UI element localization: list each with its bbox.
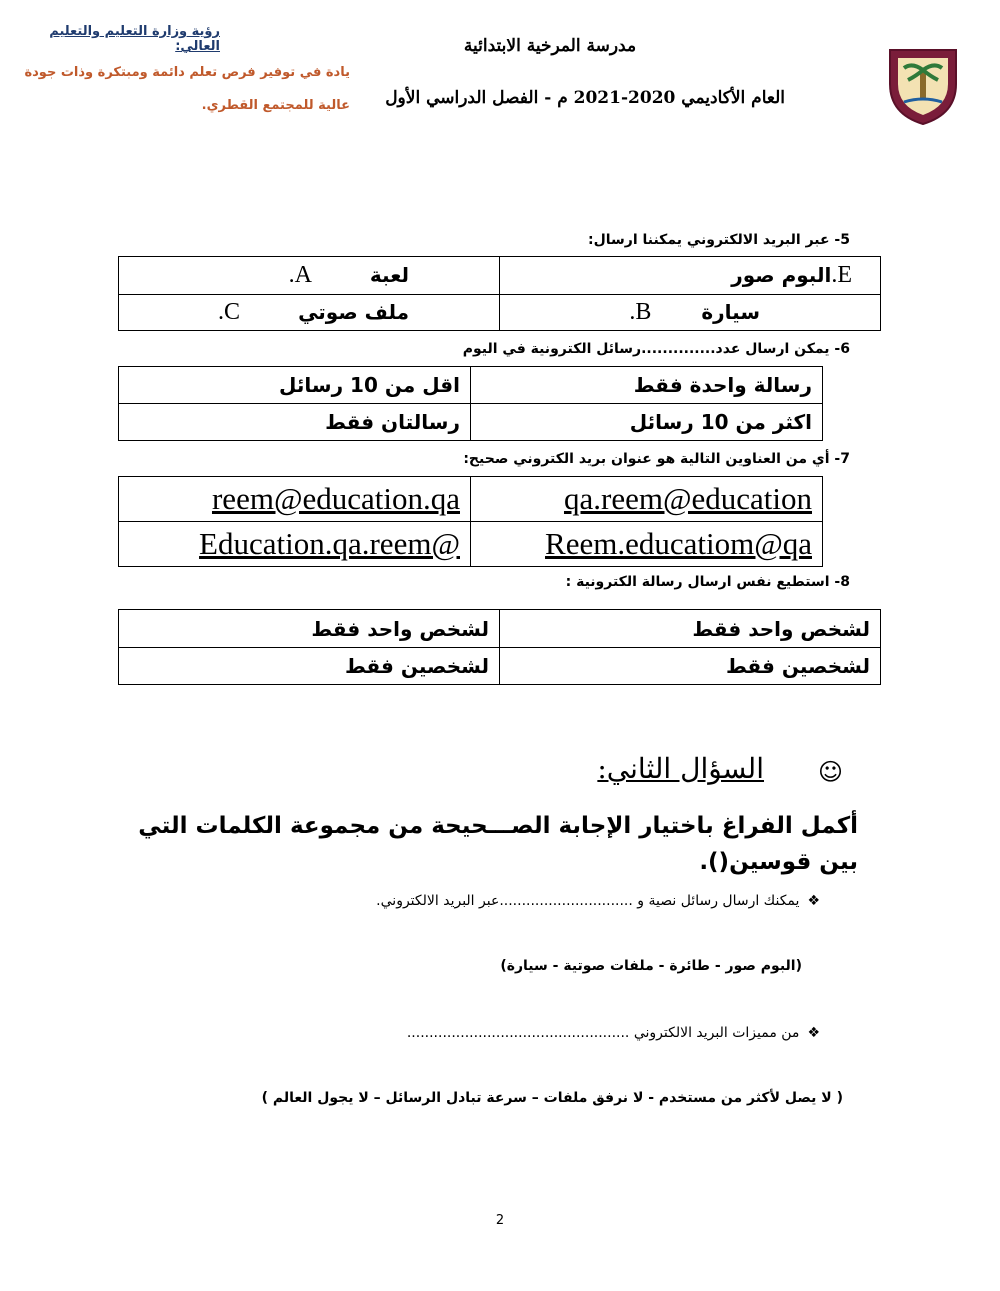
item-2-text: من مميزات البريد الالكتروني .................................................. xyxy=(406,1025,800,1041)
bullet-icon: ❖ xyxy=(807,1025,820,1041)
fill-blank-item-1 xyxy=(376,893,820,909)
option-two-persons-a[interactable]: لشخصين فقط xyxy=(500,648,881,685)
choices-2: ( لا يصل لأكثر من مستخدم - لا نرفق ملفات – سرعة تبادل الرسائل – لا يجول العالم ) xyxy=(261,1090,843,1106)
choices-1: (البوم صور - طائرة - ملفات صوتية - سيارة) xyxy=(500,958,802,974)
question-5-table xyxy=(118,256,881,331)
question-6-table xyxy=(118,366,823,441)
email-option-3[interactable]: Reem.educatiom@qa xyxy=(471,522,823,567)
section-2-instruction: أكمل الفراغ باختيار الإجابة الصـــحيحة من مجموعة الكلمات التي بين قوسين(). xyxy=(138,813,858,875)
question-5-title: 5- عبر البريد الالكتروني يمكننا ارسال: xyxy=(587,232,850,248)
ministry-logo xyxy=(882,40,964,128)
vision-title: رؤية وزارة التعليم والتعليم العالي: xyxy=(49,24,220,54)
table-row xyxy=(119,295,881,331)
option-one-person-b[interactable]: لشخص واحد فقط xyxy=(119,610,500,648)
smiley-icon: ☺ xyxy=(818,758,844,786)
table-row xyxy=(119,404,823,441)
option-e[interactable]: E.البوم صور xyxy=(500,257,881,295)
option-more-than-10[interactable]: اكثر من 10 رسائل xyxy=(471,404,823,441)
option-two-messages[interactable]: رسالتان فقط xyxy=(119,404,471,441)
table-row xyxy=(119,610,881,648)
email-option-2[interactable]: reem@education.qa xyxy=(119,477,471,522)
email-option-4[interactable]: Education.qa.reem@ xyxy=(119,522,471,567)
school-name: مدرسة المرخية الابتدائية xyxy=(463,36,637,56)
academic-year: العام الأكاديمي 2020-2021 م - الفصل الدراسي الأول xyxy=(385,88,785,108)
table-row xyxy=(119,257,881,295)
question-7-table xyxy=(118,476,823,567)
table-row xyxy=(119,648,881,685)
option-b[interactable]: سيارةB. xyxy=(500,295,881,331)
vision-line-2: عالية للمجتمع القطري. xyxy=(201,98,350,113)
fill-blank-item-2 xyxy=(407,1025,820,1041)
page-number: 2 xyxy=(495,1213,505,1228)
section-2-title: السؤال الثاني: xyxy=(597,752,764,785)
question-7-title: 7- أي من العناوين التالية هو عنوان بريد الكتروني صحيح: xyxy=(463,451,850,467)
table-row xyxy=(119,522,823,567)
question-6-title: 6- يمكن ارسال عدد..............رسائل الكترونية في اليوم xyxy=(462,341,850,357)
bullet-icon: ❖ xyxy=(807,893,820,909)
question-8-table xyxy=(118,609,881,685)
option-less-than-10[interactable]: اقل من 10 رسائل xyxy=(119,367,471,404)
option-two-persons-b[interactable]: لشخصين فقط xyxy=(119,648,500,685)
table-row xyxy=(119,477,823,522)
item-1-text: يمكنك ارسال رسائل نصية و ..............................عبر البريد الالكتروني. xyxy=(376,893,800,909)
option-one-person-a[interactable]: لشخص واحد فقط xyxy=(500,610,881,648)
question-8-title: 8- استطيع نفس ارسال رسالة الكترونية : xyxy=(565,574,850,590)
option-a[interactable]: لعبةA. xyxy=(119,257,500,295)
email-option-1[interactable]: qa.reem@education xyxy=(471,477,823,522)
vision-line-1: يادة في توفير فرص تعلم دائمة ومبتكرة وذات جودة xyxy=(24,65,350,80)
option-c[interactable]: ملف صوتيC. xyxy=(119,295,500,331)
option-one-message[interactable]: رسالة واحدة فقط xyxy=(471,367,823,404)
table-row xyxy=(119,367,823,404)
